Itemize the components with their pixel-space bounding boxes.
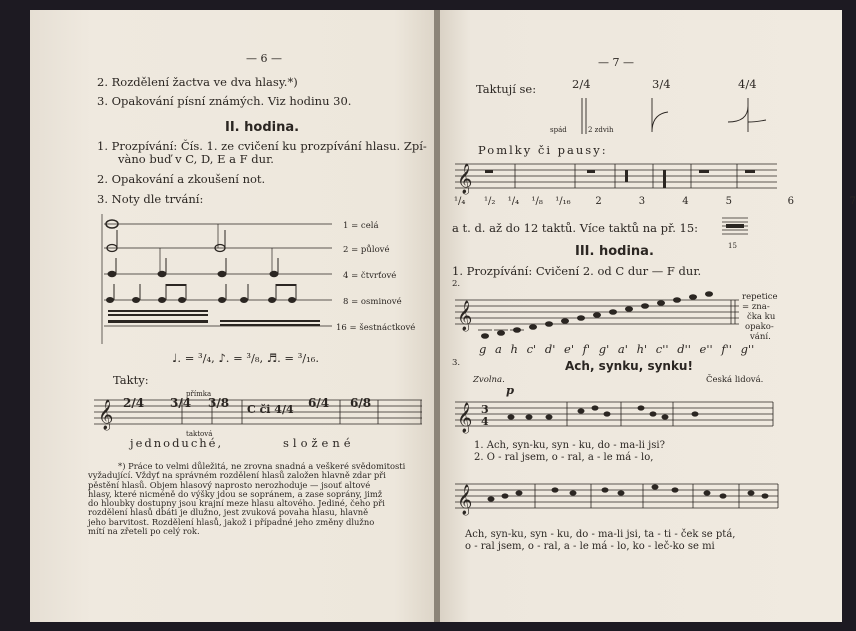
lyrics-verse-2b: o - ral jsem, o - ral, a - le má - lo, ko - leč-ko se mi <box>465 541 715 552</box>
item-3-right: 3. <box>452 358 461 368</box>
heading-iii: III. hodina. <box>575 244 654 259</box>
beat-2-4: 2/4 <box>572 77 591 91</box>
note-value-label-3: 4 = čtvrťové <box>343 271 397 281</box>
repetice-1: repetice <box>742 292 778 302</box>
pomlky-label: Pomlky či pausy: <box>478 143 608 157</box>
scale-staff <box>455 290 740 340</box>
note-value-label-4: 8 = osminové <box>343 297 402 307</box>
item-1-cont: vàno buď v C, D, E a F dur. <box>118 152 274 166</box>
scale-note <box>625 306 633 312</box>
multi-bar-rest <box>720 214 750 240</box>
dotted-note-equations: ♩. = ³/₄, ♪. = ³/₈, ♬. = ³/₁₆. <box>172 351 320 365</box>
fifteen-label: 15 <box>728 242 737 250</box>
scale-note <box>609 309 617 315</box>
page-number-right: — 7 — <box>598 56 634 69</box>
item-1: 1. Prozpívání: Čís. 1. ze cvičení ku prozpívání hlasu. Zpí- <box>97 139 427 153</box>
scale-note <box>545 321 553 327</box>
line-3: 3. Opakování písní známých. Viz hodinu 30. <box>97 94 352 108</box>
atd-line: a t. d. až do 12 taktů. Více taktů na př. 15: <box>452 221 699 235</box>
slozene-label: složené <box>283 436 355 450</box>
ts-c-4-4: C či 4/4 <box>247 403 294 416</box>
item-2-right: 2. <box>452 279 461 289</box>
book-gutter <box>434 10 440 622</box>
rest-1-4: ¹/₄ <box>454 196 466 207</box>
scale-note <box>577 315 585 321</box>
song-staff-2 <box>455 474 780 524</box>
taktuji-label: Taktují se: <box>476 82 537 96</box>
note-value-label-2: 2 = půlové <box>343 245 390 255</box>
beat-4-4: 4/4 <box>738 77 757 91</box>
rest-7: 7 <box>849 196 856 207</box>
scale-note <box>705 291 713 297</box>
song-title: Ach, synku, synku! <box>565 359 693 373</box>
svg-text:𝄞: 𝄞 <box>457 301 473 331</box>
footnote <box>88 462 422 536</box>
scale-note <box>673 297 681 303</box>
heading-ii: II. hodina. <box>225 120 300 135</box>
ts-3-4: 3/4 <box>170 396 192 410</box>
scale-note <box>593 312 601 318</box>
rest-2: 2 <box>595 196 602 207</box>
svg-text:𝄞: 𝄞 <box>457 485 473 515</box>
rest-1-8: ¹/₈ <box>531 196 543 207</box>
footnote-line-3: pěstění hlasů. Objem hlasový naprosto nerozhoduje — jsouť altové <box>88 479 371 490</box>
lyrics-verse-2a: Ach, syn-ku, syn - ku, do - ma-li jsi, ta - ti - ček se ptá, <box>465 529 736 540</box>
spad-label: spád <box>550 126 567 134</box>
rest-1-2: ¹/₂ <box>483 196 496 207</box>
scale-note <box>561 318 569 324</box>
zdvih-label: 2 zdvih <box>588 126 614 134</box>
takty-label: Takty: <box>113 373 149 387</box>
taktova-label: taktová <box>186 430 213 438</box>
svg-text:𝄞: 𝄞 <box>457 164 473 194</box>
lyrics-verse-1b: 2. O - ral jsem, o - ral, a - le má - lo, <box>474 452 654 463</box>
rest-1-4b: ¹/₄ <box>507 196 520 207</box>
note-value-label-5: 16 = šestnáctkové <box>336 323 416 333</box>
note-names: g a h c' d' e' f' g' a' h' c'' d'' e'' f'' g'' <box>479 342 755 356</box>
page-number-left: — 6 — <box>246 52 282 65</box>
scale-note <box>641 303 649 309</box>
repetice-4: opako- <box>745 322 774 332</box>
scale-note <box>481 333 489 339</box>
footnote-line-1: *) Práce to velmi důležitá, ne zrovna snadná a veškeré svědomitosti <box>118 461 406 471</box>
svg-text:3: 3 <box>481 403 489 416</box>
tempo-zvolna: Zvolna. <box>473 375 505 385</box>
beat-3-4: 3/4 <box>652 77 671 91</box>
svg-text:𝄞: 𝄞 <box>98 400 114 430</box>
prozpivani-line: 1. Prozpívání: Cvičení 2. od C dur — F dur. <box>452 264 702 278</box>
svg-text:𝄞: 𝄞 <box>457 403 473 433</box>
ts-6-4: 6/4 <box>308 396 330 410</box>
footnote-line-7: jeho barvitost. Rozdělení hlasů, jakož i případné jeho změny dlužno <box>88 516 375 527</box>
ts-3-8: 3/8 <box>208 396 230 410</box>
primka-label: přímka <box>186 390 212 398</box>
line-2: 2. Rozdělení žactva ve dva hlasy.*) <box>97 75 298 89</box>
jednoduche-label: jednoduché, <box>130 436 224 450</box>
item-2: 2. Opakování a zkoušení not. <box>97 172 266 186</box>
footnote-line-5: do hloubky dostupny jsou krajní meze hlasu altového. Jediné, čeho při <box>88 498 385 509</box>
repetice-5: vání. <box>750 332 771 342</box>
scale-note <box>689 294 697 300</box>
ts-2-4: 2/4 <box>123 396 145 410</box>
footnote-line-4: hlasy, které nicméně do výšky jdou se sopránem, a zase soprány, jimž <box>88 488 383 499</box>
dynamic-p: p <box>506 383 515 397</box>
ts-6-8: 6/8 <box>350 396 372 410</box>
rest-4: 4 <box>682 196 689 207</box>
footnote-line-2: vyžadující. Vždyť na správném rozdělení hlasů založen hlavně zdar při <box>88 470 386 481</box>
song-staff-1 <box>455 394 775 436</box>
repetice-2: = zna- <box>742 302 770 312</box>
note-value-label-1: 1 = celá <box>343 221 379 231</box>
song-source: Česká lidová. <box>706 375 764 385</box>
scale-note <box>497 330 505 336</box>
repetice-3: čka ku <box>747 312 776 322</box>
lyrics-verse-1a: 1. Ach, syn-ku, syn - ku, do - ma-li jsi? <box>474 440 665 451</box>
scale-note <box>657 300 665 306</box>
item-3: 3. Noty dle trvání: <box>97 192 204 206</box>
svg-text:4: 4 <box>481 415 489 428</box>
rest-6: 6 <box>787 196 795 207</box>
rest-1-16: ¹/₁₆ <box>555 196 571 207</box>
footnote-line-8: mítí na zřeteli po celý rok. <box>88 526 200 537</box>
rest-5: 5 <box>725 196 733 207</box>
footnote-line-6: rozdělení hlasů dbáti je dlužno, jest zvuková povaha hlasu, hlavně <box>88 507 369 518</box>
rests-staff <box>455 160 780 192</box>
rest-3: 3 <box>638 196 646 207</box>
rest-values <box>454 195 856 208</box>
scale-note <box>529 324 537 330</box>
